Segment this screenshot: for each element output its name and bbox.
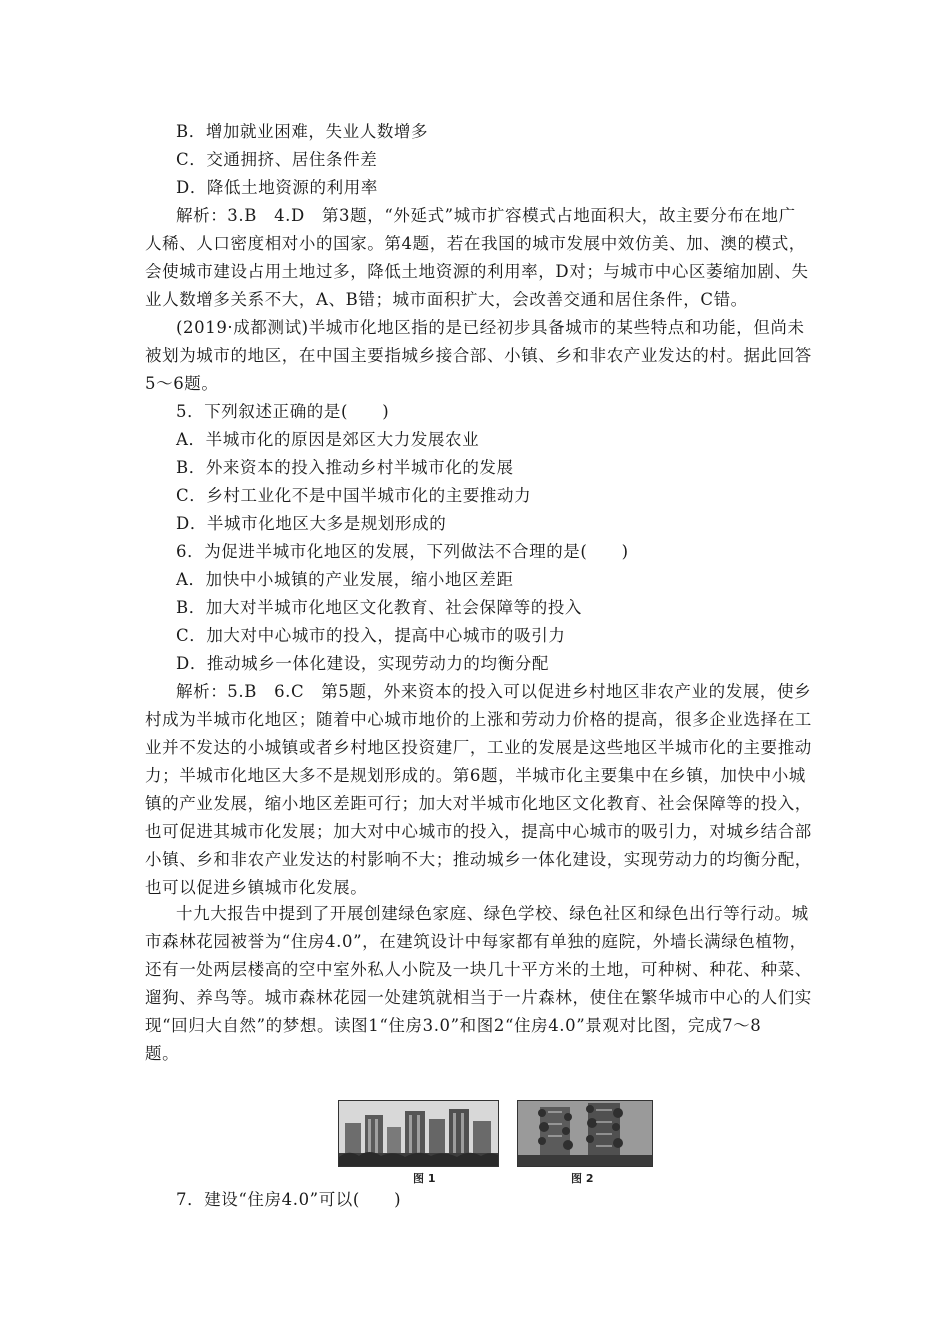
q6-option-c: C．加大对中心城市的投入，提高中心城市的吸引力 bbox=[176, 626, 566, 645]
q5-option-a: A．半城市化的原因是郊区大力发展农业 bbox=[176, 430, 480, 449]
intro-7-8-line: 市森林花园被誉为“住房4.0”，在建筑设计中每家都有单独的庭院，外墙长满绿色植物， bbox=[145, 932, 807, 951]
analysis-5-6-line: 村成为半城市化地区；随着中心城市地价的上涨和劳动力价格的提高，很多企业选择在工 bbox=[145, 710, 812, 729]
analysis-5-6-line: 镇的产业发展，缩小地区差距可行；加大对半城市化地区文化教育、社会保障等的投入， bbox=[145, 794, 812, 813]
q4-option-d: D．降低土地资源的利用率 bbox=[176, 178, 378, 197]
intro-5-6-line: (2019·成都测试)半城市化地区指的是已经初步具备城市的某些特点和功能，但尚未 bbox=[176, 318, 805, 337]
figure-2-caption: 图 2 bbox=[571, 1172, 594, 1185]
q6-option-d: D．推动城乡一体化建设，实现劳动力的均衡分配 bbox=[176, 654, 549, 673]
q5-option-c: C．乡村工业化不是中国半城市化的主要推动力 bbox=[176, 486, 532, 505]
analysis-3-4-line: 业人数增多关系不大，A、B错；城市面积扩大，会改善交通和居住条件，C错。 bbox=[145, 290, 748, 309]
q5-stem: 5．下列叙述正确的是( ) bbox=[176, 402, 390, 421]
q5-option-d: D．半城市化地区大多是规划形成的 bbox=[176, 514, 447, 533]
analysis-3-4-line: 会使城市建设占用土地过多，降低土地资源的利用率，D对；与城市中心区萎缩加剧、失 bbox=[145, 262, 809, 281]
intro-7-8-line: 遛狗、养鸟等。城市森林花园一处建筑就相当于一片森林，使住在繁华城市中心的人们实 bbox=[145, 988, 812, 1007]
intro-7-8-line: 还有一处两层楼高的空中室外私人小院及一块几十平方米的土地，可种树、种花、种菜、 bbox=[145, 960, 812, 979]
intro-5-6-line: 5～6题。 bbox=[145, 374, 219, 393]
analysis-5-6-line: 解析：5.B 6.C 第5题，外来资本的投入可以促进乡村地区非农产业的发展，使乡 bbox=[176, 682, 812, 701]
intro-5-6-line: 被划为城市的地区，在中国主要指城乡接合部、小镇、乡和非农产业发达的村。据此回答 bbox=[145, 346, 812, 365]
analysis-5-6-line: 也可以促进乡镇城市化发展。 bbox=[145, 878, 368, 897]
figure-1-photo bbox=[338, 1100, 499, 1167]
analysis-3-4-line: 人稀、人口密度相对小的国家。第4题，若在我国的城市发展中效仿美、加、澳的模式， bbox=[145, 234, 806, 253]
analysis-3-4-line: 解析：3.B 4.D 第3题，“外延式”城市扩容模式占地面积大，故主要分布在地广 bbox=[176, 206, 796, 225]
q6-option-a: A．加快中小城镇的产业发展，缩小地区差距 bbox=[176, 570, 514, 589]
q5-option-b: B．外来资本的投入推动乡村半城市化的发展 bbox=[176, 458, 514, 477]
figure-1-caption: 图 1 bbox=[413, 1172, 436, 1185]
q6-option-b: B．加大对半城市化地区文化教育、社会保障等的投入 bbox=[176, 598, 583, 617]
figure-2-photo bbox=[517, 1100, 653, 1167]
figure-pair bbox=[337, 1100, 657, 1190]
intro-7-8-line: 题。 bbox=[145, 1044, 180, 1063]
analysis-5-6-line: 也可促进其城市化发展；加大对中心城市的投入，提高中心城市的吸引力，对城乡结合部 bbox=[145, 822, 812, 841]
figure-2-illustration bbox=[518, 1101, 652, 1166]
q4-option-b: B．增加就业困难，失业人数增多 bbox=[176, 122, 429, 141]
figure-1-illustration bbox=[339, 1101, 498, 1166]
q6-stem: 6．为促进半城市化地区的发展，下列做法不合理的是( ) bbox=[176, 542, 629, 561]
intro-7-8-line: 现“回归大自然”的梦想。读图1“住房3.0”和图2“住房4.0”景观对比图，完成7～8 bbox=[145, 1016, 762, 1035]
q7-stem: 7．建设“住房4.0”可以( ) bbox=[176, 1190, 402, 1209]
analysis-5-6-line: 力；半城市化地区大多不是规划形成的。第6题，半城市化主要集中在乡镇，加快中小城 bbox=[145, 766, 806, 785]
analysis-5-6-line: 小镇、乡和非农产业发达的村影响不大；推动城乡一体化建设，实现劳动力的均衡分配， bbox=[145, 850, 812, 869]
intro-7-8-line: 十九大报告中提到了开展创建绿色家庭、绿色学校、绿色社区和绿色出行等行动。城 bbox=[176, 904, 809, 923]
q4-option-c: C．交通拥挤、居住条件差 bbox=[176, 150, 378, 169]
analysis-5-6-line: 业并不发达的小城镇或者乡村地区投资建厂，工业的发展是这些地区半城市化的主要推动 bbox=[145, 738, 812, 757]
